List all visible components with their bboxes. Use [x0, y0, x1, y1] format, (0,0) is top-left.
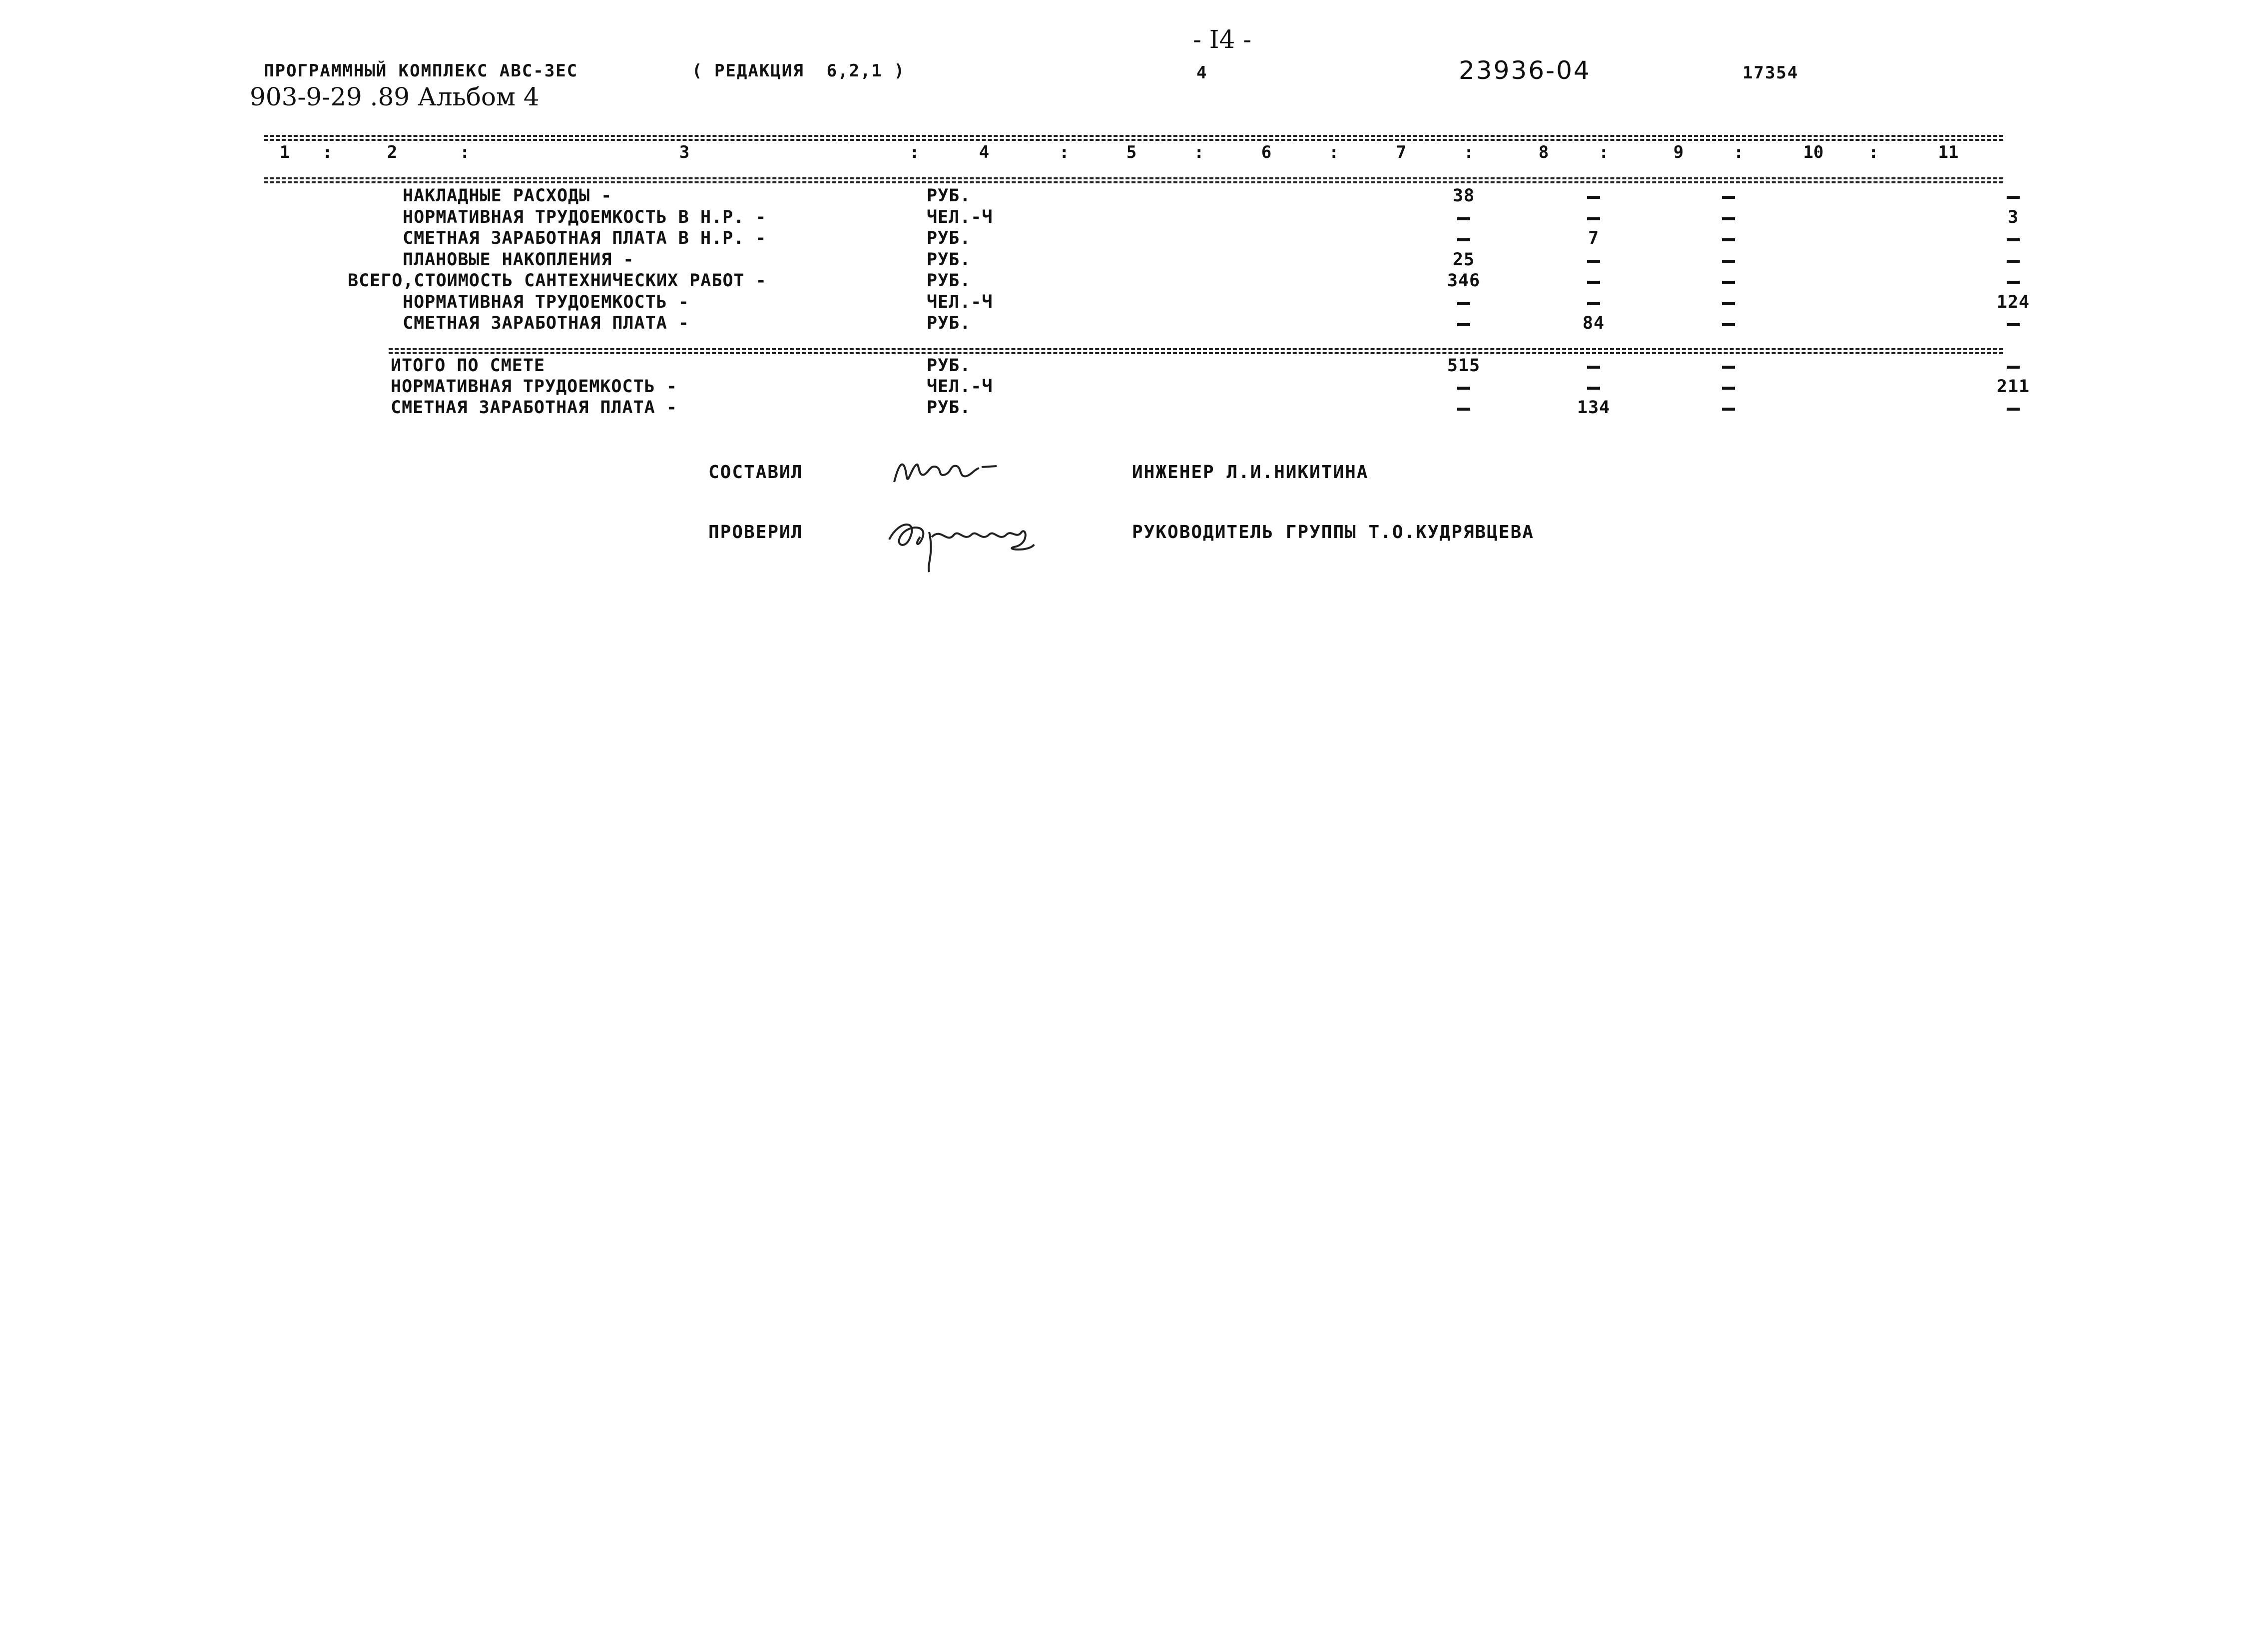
- cell-dash-c7: [1457, 238, 1470, 241]
- column-separator: :: [1599, 142, 1609, 162]
- cell-value-c7: 25: [1452, 249, 1475, 270]
- cell-dash-c8: [1587, 260, 1600, 263]
- cell-dash-c9: [1722, 323, 1735, 326]
- checker-signature: [879, 510, 1044, 574]
- row-unit: ЧЕЛ.-Ч: [927, 377, 993, 397]
- row-label: ИТОГО ПО СМЕТЕ: [391, 356, 546, 376]
- cell-dash-c9: [1722, 196, 1735, 199]
- column-header-6: 6: [1261, 142, 1272, 162]
- cell-dash-c7: [1457, 217, 1470, 220]
- cell-dash-c9: [1722, 238, 1735, 241]
- program-title: ПРОГРАММНЫЙ КОМПЛЕКС АВС-3ЕС: [264, 61, 578, 81]
- row-unit: РУБ.: [927, 398, 971, 418]
- cell-dash-c8: [1587, 196, 1600, 199]
- cell-dash-c11: [2007, 260, 2020, 263]
- cell-dash-c9: [1722, 302, 1735, 305]
- column-separator: :: [1868, 142, 1879, 162]
- cell-dash-c8: [1587, 366, 1600, 369]
- column-separator: :: [1329, 142, 1339, 162]
- row-unit: РУБ.: [927, 356, 971, 376]
- row-label: СМЕТНАЯ ЗАРАБОТНАЯ ПЛАТА В Н.Р. -: [403, 228, 767, 248]
- column-header-2: 2: [387, 142, 398, 162]
- row-unit: РУБ.: [927, 313, 971, 333]
- checked-by-name: РУКОВОДИТЕЛЬ ГРУППЫ Т.О.КУДРЯВЦЕВА: [1132, 522, 1534, 543]
- cell-dash-c7: [1457, 323, 1470, 326]
- cell-dash-c9: [1722, 260, 1735, 263]
- row-label: ВСЕГО,СТОИМОСТЬ САНТЕХНИЧЕСКИХ РАБОТ -: [348, 271, 767, 291]
- column-separator: :: [322, 142, 333, 162]
- column-header-11: 11: [1938, 142, 1959, 162]
- cell-value-c8: 7: [1588, 228, 1600, 248]
- row-unit: РУБ.: [927, 228, 971, 248]
- cell-dash-c9: [1722, 217, 1735, 220]
- cell-value-c8: 134: [1577, 398, 1611, 418]
- compiled-by-name: ИНЖЕНЕР Л.И.НИКИТИНА: [1132, 462, 1369, 483]
- cell-value-c7: 515: [1447, 356, 1481, 376]
- row-label: ПЛАНОВЫЕ НАКОПЛЕНИЯ -: [403, 249, 634, 270]
- column-separator: :: [1464, 142, 1474, 162]
- cell-dash-c7: [1457, 302, 1470, 305]
- checked-by-label: ПРОВЕРИЛ: [708, 522, 803, 543]
- block-divider: [389, 348, 2003, 350]
- column-header-5: 5: [1126, 142, 1137, 162]
- cell-value-c7: 38: [1452, 186, 1475, 206]
- cell-dash-c7: [1457, 408, 1470, 411]
- cell-dash-c7: [1457, 387, 1470, 390]
- row-label: СМЕТНАЯ ЗАРАБОТНАЯ ПЛАТА -: [391, 398, 677, 418]
- column-header-7: 7: [1396, 142, 1407, 162]
- redaction-label: ( РЕДАКЦИЯ 6,2,1 ): [692, 61, 905, 81]
- cell-value-c11: 211: [1996, 377, 2030, 397]
- row-unit: РУБ.: [927, 249, 971, 270]
- row-unit: РУБ.: [927, 186, 971, 206]
- column-separator: :: [909, 142, 920, 162]
- column-header-4: 4: [979, 142, 990, 162]
- row-label: НОРМАТИВНАЯ ТРУДОЕМКОСТЬ В Н.Р. -: [403, 207, 767, 227]
- cell-dash-c11: [2007, 408, 2020, 411]
- row-unit: ЧЕЛ.-Ч: [927, 292, 993, 312]
- cell-dash-c9: [1722, 366, 1735, 369]
- column-separator: :: [1059, 142, 1070, 162]
- row-label: НАКЛАДНЫЕ РАСХОДЫ -: [403, 186, 612, 206]
- row-label: СМЕТНАЯ ЗАРАБОТНАЯ ПЛАТА -: [403, 313, 689, 333]
- block-divider-2: [389, 352, 2003, 354]
- cell-value-c11: 124: [1996, 292, 2030, 312]
- column-header-1: 1: [279, 142, 290, 162]
- row-label: НОРМАТИВНАЯ ТРУДОЕМКОСТЬ -: [391, 377, 677, 397]
- cell-dash-c11: [2007, 323, 2020, 326]
- column-header-10: 10: [1803, 142, 1824, 162]
- table-top-rule: [264, 135, 2003, 137]
- table-top-rule-2: [264, 139, 2003, 141]
- document-number: 23936-04: [1459, 56, 1591, 85]
- cell-dash-c9: [1722, 387, 1735, 390]
- column-separator: :: [1733, 142, 1744, 162]
- column-header-3: 3: [679, 142, 690, 162]
- cell-dash-c8: [1587, 217, 1600, 220]
- row-unit: РУБ.: [927, 271, 971, 291]
- cell-dash-c9: [1722, 408, 1735, 411]
- cell-dash-c9: [1722, 281, 1735, 284]
- cell-dash-c11: [2007, 366, 2020, 369]
- document-code: 17354: [1742, 63, 1799, 83]
- compiler-signature: [889, 447, 1009, 492]
- cell-dash-c11: [2007, 238, 2020, 241]
- table-header-rule-2: [264, 181, 2003, 183]
- cell-value-c7: 346: [1447, 271, 1481, 291]
- row-label: НОРМАТИВНАЯ ТРУДОЕМКОСТЬ -: [403, 292, 689, 312]
- cell-value-c11: 3: [2007, 207, 2019, 227]
- cell-dash-c11: [2007, 281, 2020, 284]
- cell-dash-c11: [2007, 196, 2020, 199]
- cell-dash-c8: [1587, 302, 1600, 305]
- cell-dash-c8: [1587, 281, 1600, 284]
- cell-dash-c8: [1587, 387, 1600, 390]
- table-header-rule: [264, 177, 2003, 179]
- column-header-8: 8: [1538, 142, 1549, 162]
- page-number: - I4 -: [1193, 25, 1252, 54]
- row-unit: ЧЕЛ.-Ч: [927, 207, 993, 227]
- column-separator: :: [1194, 142, 1204, 162]
- album-reference: 903-9-29 .89 Альбом 4: [250, 82, 540, 111]
- column-header-9: 9: [1673, 142, 1684, 162]
- compiled-by-label: СОСТАВИЛ: [708, 462, 803, 483]
- cell-value-c8: 84: [1582, 313, 1605, 333]
- sheet-number: 4: [1196, 63, 1208, 83]
- column-separator: :: [460, 142, 470, 162]
